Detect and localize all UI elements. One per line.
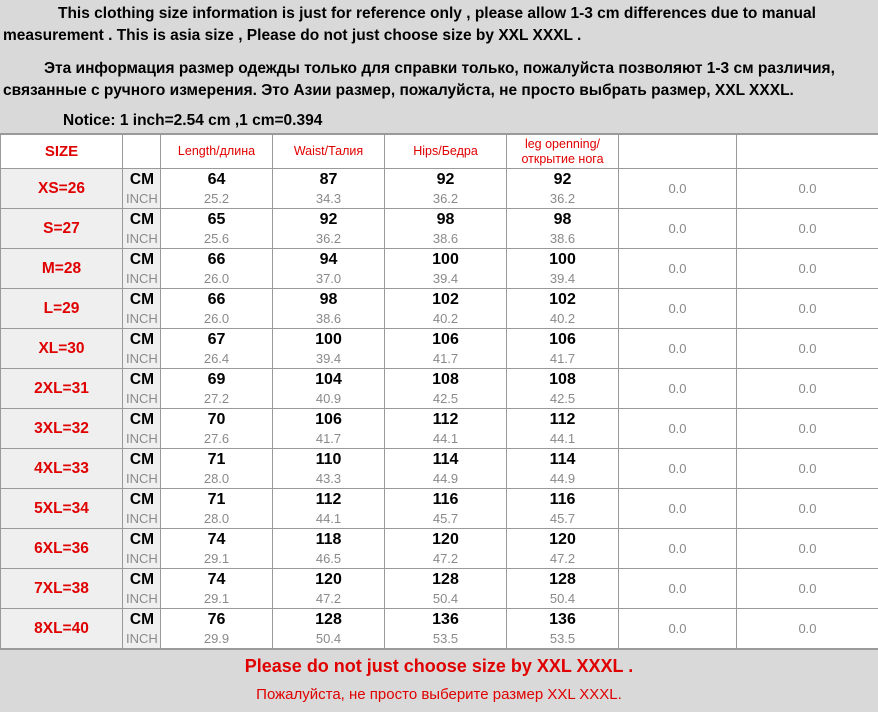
- header-hips: Hips/Бедра: [385, 135, 507, 169]
- size-label: S=27: [1, 209, 123, 249]
- hips-cell: [385, 609, 507, 649]
- leg-cm-value: 120: [549, 530, 576, 548]
- russian-notice-line-2: связанные с ручного измерения. Это Азии размер, пожалуйста, не просто выбрать размер, XXL XXXL.: [3, 82, 794, 99]
- unit-inch: INCH: [126, 430, 158, 446]
- hips-cm-value: 100: [432, 250, 459, 268]
- leg-cm-value: 112: [549, 410, 576, 428]
- length-cell: [161, 409, 273, 449]
- length-cm-value: 69: [207, 370, 226, 388]
- unit-inch: INCH: [126, 310, 158, 326]
- length-cell: [161, 169, 273, 209]
- waist-inch-value: 47.2: [315, 590, 342, 606]
- unit-labels: [123, 329, 161, 369]
- unit-cm: CM: [129, 370, 154, 388]
- leg-inch-value: 39.4: [549, 270, 576, 286]
- hips-cell: [385, 289, 507, 329]
- hips-cm-value: 106: [432, 330, 459, 348]
- length-cell: [161, 209, 273, 249]
- unit-labels: [123, 569, 161, 609]
- waist-cm-value: 128: [315, 610, 342, 628]
- length-inch-value: 29.1: [203, 550, 230, 566]
- extra-1-cell: 0.0: [619, 169, 737, 209]
- leg-cell: [507, 289, 619, 329]
- table-row: [1, 209, 878, 249]
- unit-inch: INCH: [126, 590, 158, 606]
- extra-2-cell: 0.0: [737, 329, 878, 369]
- unit-inch: INCH: [126, 470, 158, 486]
- hips-inch-value: 38.6: [432, 230, 459, 246]
- length-inch-value: 27.2: [203, 390, 230, 406]
- waist-cm-value: 92: [319, 210, 338, 228]
- english-notice-line-2: measurement . This is asia size , Please do not just choose size by XXL XXXL .: [3, 27, 582, 44]
- waist-inch-value: 44.1: [315, 510, 342, 526]
- extra-1-cell: 0.0: [619, 529, 737, 569]
- table-row: [1, 169, 878, 209]
- waist-cell: [273, 169, 385, 209]
- unit-cm: CM: [129, 490, 154, 508]
- waist-cell: [273, 289, 385, 329]
- table-row: [1, 289, 878, 329]
- leg-inch-value: 41.7: [549, 350, 576, 366]
- table-header-row: [1, 135, 878, 169]
- extra-2-cell: 0.0: [737, 609, 878, 649]
- unit-labels: [123, 289, 161, 329]
- leg-inch-value: 50.4: [549, 590, 576, 606]
- length-cm-value: 66: [207, 290, 226, 308]
- waist-cell: [273, 609, 385, 649]
- size-label: 7XL=38: [1, 569, 123, 609]
- leg-cell: [507, 369, 619, 409]
- waist-cm-value: 110: [315, 450, 342, 468]
- hips-inch-value: 36.2: [432, 190, 459, 206]
- unit-labels: [123, 529, 161, 569]
- length-inch-value: 26.0: [203, 270, 230, 286]
- extra-2-cell: 0.0: [737, 289, 878, 329]
- length-cell: [161, 569, 273, 609]
- hips-cm-value: 98: [436, 210, 455, 228]
- unit-labels: [123, 449, 161, 489]
- size-label: XS=26: [1, 169, 123, 209]
- waist-cm-value: 104: [315, 370, 342, 388]
- extra-1-cell: 0.0: [619, 489, 737, 529]
- extra-2-cell: 0.0: [737, 369, 878, 409]
- extra-2-cell: 0.0: [737, 209, 878, 249]
- leg-inch-value: 47.2: [549, 550, 576, 566]
- english-notice-line-1: This clothing size information is just for reference only , please allow 1-3 cm differences due to manual: [58, 5, 816, 22]
- unit-cm: CM: [129, 210, 154, 228]
- leg-inch-value: 45.7: [549, 510, 576, 526]
- header-waist: Waist/Талия: [273, 135, 385, 169]
- length-inch-value: 29.1: [203, 590, 230, 606]
- waist-cell: [273, 369, 385, 409]
- unit-inch: INCH: [126, 350, 158, 366]
- unit-labels: [123, 409, 161, 449]
- table-row: [1, 409, 878, 449]
- length-cell: [161, 529, 273, 569]
- hips-cm-value: 120: [432, 530, 459, 548]
- length-cm-value: 70: [207, 410, 226, 428]
- unit-inch: INCH: [126, 390, 158, 406]
- waist-inch-value: 46.5: [315, 550, 342, 566]
- header-extra-1: [619, 135, 737, 169]
- hips-cm-value: 114: [432, 450, 459, 468]
- leg-cell: [507, 249, 619, 289]
- table-row: [1, 329, 878, 369]
- hips-cell: [385, 329, 507, 369]
- leg-cell: [507, 569, 619, 609]
- leg-inch-value: 38.6: [549, 230, 576, 246]
- extra-1-cell: 0.0: [619, 449, 737, 489]
- table-row: [1, 249, 878, 289]
- unit-cm: CM: [129, 410, 154, 428]
- waist-cm-value: 98: [319, 290, 338, 308]
- waist-inch-value: 43.3: [315, 470, 342, 486]
- hips-inch-value: 40.2: [432, 310, 459, 326]
- table-row: [1, 529, 878, 569]
- waist-inch-value: 34.3: [315, 190, 342, 206]
- leg-cm-value: 128: [549, 570, 576, 588]
- size-label: 2XL=31: [1, 369, 123, 409]
- hips-cell: [385, 449, 507, 489]
- hips-cell: [385, 489, 507, 529]
- waist-cell: [273, 329, 385, 369]
- unit-inch: INCH: [126, 190, 158, 206]
- unit-cm: CM: [129, 450, 154, 468]
- leg-cell: [507, 449, 619, 489]
- extra-2-cell: 0.0: [737, 529, 878, 569]
- size-warning-footer: [0, 649, 878, 712]
- leg-cell: [507, 209, 619, 249]
- waist-inch-value: 38.6: [315, 310, 342, 326]
- hips-cell: [385, 529, 507, 569]
- length-cm-value: 65: [207, 210, 226, 228]
- leg-cm-value: 98: [553, 210, 572, 228]
- length-inch-value: 29.9: [203, 630, 230, 646]
- size-label: XL=30: [1, 329, 123, 369]
- hips-cell: [385, 569, 507, 609]
- leg-inch-value: 40.2: [549, 310, 576, 326]
- hips-inch-value: 50.4: [432, 590, 459, 606]
- hips-cm-value: 112: [432, 410, 459, 428]
- unit-inch: INCH: [126, 270, 158, 286]
- waist-cell: [273, 449, 385, 489]
- hips-cm-value: 116: [432, 490, 459, 508]
- length-cm-value: 67: [207, 330, 226, 348]
- hips-cm-value: 128: [432, 570, 459, 588]
- leg-cm-value: 92: [553, 170, 572, 188]
- hips-inch-value: 44.9: [432, 470, 459, 486]
- header-extra-2: [737, 135, 878, 169]
- leg-cell: [507, 169, 619, 209]
- length-inch-value: 26.0: [203, 310, 230, 326]
- length-cm-value: 76: [207, 610, 226, 628]
- waist-cell: [273, 209, 385, 249]
- size-table: [0, 134, 878, 649]
- length-inch-value: 25.2: [203, 190, 230, 206]
- size-label: M=28: [1, 249, 123, 289]
- extra-2-cell: 0.0: [737, 489, 878, 529]
- waist-inch-value: 37.0: [315, 270, 342, 286]
- hips-cell: [385, 409, 507, 449]
- length-inch-value: 28.0: [203, 510, 230, 526]
- length-cell: [161, 289, 273, 329]
- extra-1-cell: 0.0: [619, 209, 737, 249]
- table-row: [1, 609, 878, 649]
- leg-cm-value: 108: [549, 370, 576, 388]
- size-label: 6XL=36: [1, 529, 123, 569]
- hips-cm-value: 136: [432, 610, 459, 628]
- waist-cm-value: 87: [319, 170, 338, 188]
- waist-inch-value: 36.2: [315, 230, 342, 246]
- extra-1-cell: 0.0: [619, 569, 737, 609]
- unit-labels: [123, 209, 161, 249]
- waist-cm-value: 118: [315, 530, 342, 548]
- leg-cm-value: 114: [549, 450, 576, 468]
- footer-warning-english: Please do not just choose size by XXL XXXL .: [244, 656, 634, 676]
- length-inch-value: 25.6: [203, 230, 230, 246]
- unit-cm: CM: [129, 250, 154, 268]
- waist-cm-value: 100: [315, 330, 342, 348]
- header-length: Length/длина: [161, 135, 273, 169]
- size-label: 8XL=40: [1, 609, 123, 649]
- size-label: 5XL=34: [1, 489, 123, 529]
- hips-cm-value: 92: [436, 170, 455, 188]
- length-cell: [161, 369, 273, 409]
- waist-cm-value: 94: [319, 250, 338, 268]
- hips-cm-value: 108: [432, 370, 459, 388]
- unit-cm: CM: [129, 330, 154, 348]
- leg-cm-value: 136: [549, 610, 576, 628]
- hips-cell: [385, 169, 507, 209]
- unit-labels: [123, 609, 161, 649]
- waist-cell: [273, 529, 385, 569]
- length-inch-value: 28.0: [203, 470, 230, 486]
- size-label: L=29: [1, 289, 123, 329]
- leg-inch-value: 53.5: [549, 630, 576, 646]
- length-inch-value: 27.6: [203, 430, 230, 446]
- unit-cm: CM: [129, 530, 154, 548]
- header-leg-opening-line-2: открытие нога: [521, 151, 604, 166]
- hips-cell: [385, 249, 507, 289]
- waist-cm-value: 112: [315, 490, 342, 508]
- header-leg-opening-line-1: leg openning/: [524, 136, 601, 151]
- extra-2-cell: 0.0: [737, 569, 878, 609]
- extra-1-cell: 0.0: [619, 329, 737, 369]
- length-cm-value: 71: [207, 450, 226, 468]
- footer-warning-russian: Пожалуйста, не просто выберите размер XXL XXXL.: [256, 686, 622, 703]
- hips-cell: [385, 369, 507, 409]
- leg-cell: [507, 329, 619, 369]
- waist-inch-value: 40.9: [315, 390, 342, 406]
- table-row: [1, 449, 878, 489]
- unit-labels: [123, 369, 161, 409]
- length-cell: [161, 249, 273, 289]
- russian-notice-line-1: Эта информация размер одежды только для справки только, пожалуйста позволяют 1-3 см различия,: [44, 60, 835, 77]
- size-label: 4XL=33: [1, 449, 123, 489]
- leg-cell: [507, 489, 619, 529]
- leg-inch-value: 36.2: [549, 190, 576, 206]
- unit-inch: INCH: [126, 630, 158, 646]
- hips-cell: [385, 209, 507, 249]
- length-cm-value: 71: [207, 490, 226, 508]
- header-unit: [123, 135, 161, 169]
- leg-inch-value: 44.9: [549, 470, 576, 486]
- hips-inch-value: 41.7: [432, 350, 459, 366]
- extra-2-cell: 0.0: [737, 449, 878, 489]
- leg-cell: [507, 529, 619, 569]
- hips-cm-value: 102: [432, 290, 459, 308]
- waist-cell: [273, 409, 385, 449]
- hips-inch-value: 47.2: [432, 550, 459, 566]
- unit-cm: CM: [129, 610, 154, 628]
- leg-inch-value: 42.5: [549, 390, 576, 406]
- leg-cell: [507, 409, 619, 449]
- leg-cell: [507, 609, 619, 649]
- extra-1-cell: 0.0: [619, 609, 737, 649]
- leg-cm-value: 106: [549, 330, 576, 348]
- waist-cell: [273, 249, 385, 289]
- leg-cm-value: 100: [549, 250, 576, 268]
- extra-1-cell: 0.0: [619, 289, 737, 329]
- unit-cm: CM: [129, 170, 154, 188]
- unit-cm: CM: [129, 570, 154, 588]
- unit-labels: [123, 489, 161, 529]
- hips-inch-value: 42.5: [432, 390, 459, 406]
- waist-inch-value: 39.4: [315, 350, 342, 366]
- waist-cm-value: 106: [315, 410, 342, 428]
- length-cell: [161, 609, 273, 649]
- length-cell: [161, 449, 273, 489]
- size-label: 3XL=32: [1, 409, 123, 449]
- unit-labels: [123, 169, 161, 209]
- hips-inch-value: 39.4: [432, 270, 459, 286]
- unit-cm: CM: [129, 290, 154, 308]
- waist-inch-value: 50.4: [315, 630, 342, 646]
- leg-cm-value: 102: [549, 290, 576, 308]
- unit-inch: INCH: [126, 550, 158, 566]
- unit-conversion-notice: Notice: 1 inch=2.54 cm ,1 cm=0.394: [63, 112, 323, 129]
- waist-cell: [273, 489, 385, 529]
- length-cm-value: 74: [207, 530, 226, 548]
- length-cell: [161, 329, 273, 369]
- length-cm-value: 64: [207, 170, 226, 188]
- extra-1-cell: 0.0: [619, 409, 737, 449]
- extra-2-cell: 0.0: [737, 249, 878, 289]
- hips-inch-value: 45.7: [432, 510, 459, 526]
- hips-inch-value: 44.1: [432, 430, 459, 446]
- unit-labels: [123, 249, 161, 289]
- extra-1-cell: 0.0: [619, 369, 737, 409]
- length-cm-value: 74: [207, 570, 226, 588]
- extra-1-cell: 0.0: [619, 249, 737, 289]
- waist-cm-value: 120: [315, 570, 342, 588]
- length-cm-value: 66: [207, 250, 226, 268]
- waist-cell: [273, 569, 385, 609]
- table-row: [1, 489, 878, 529]
- leg-cm-value: 116: [549, 490, 576, 508]
- header-size: SIZE: [1, 135, 123, 169]
- size-info-header: [0, 0, 878, 134]
- unit-inch: INCH: [126, 230, 158, 246]
- table-row: [1, 569, 878, 609]
- hips-inch-value: 53.5: [432, 630, 459, 646]
- table-row: [1, 369, 878, 409]
- unit-inch: INCH: [126, 510, 158, 526]
- length-cell: [161, 489, 273, 529]
- leg-inch-value: 44.1: [549, 430, 576, 446]
- length-inch-value: 26.4: [203, 350, 230, 366]
- extra-2-cell: 0.0: [737, 169, 878, 209]
- header-leg-opening: [507, 135, 619, 169]
- waist-inch-value: 41.7: [315, 430, 342, 446]
- extra-2-cell: 0.0: [737, 409, 878, 449]
